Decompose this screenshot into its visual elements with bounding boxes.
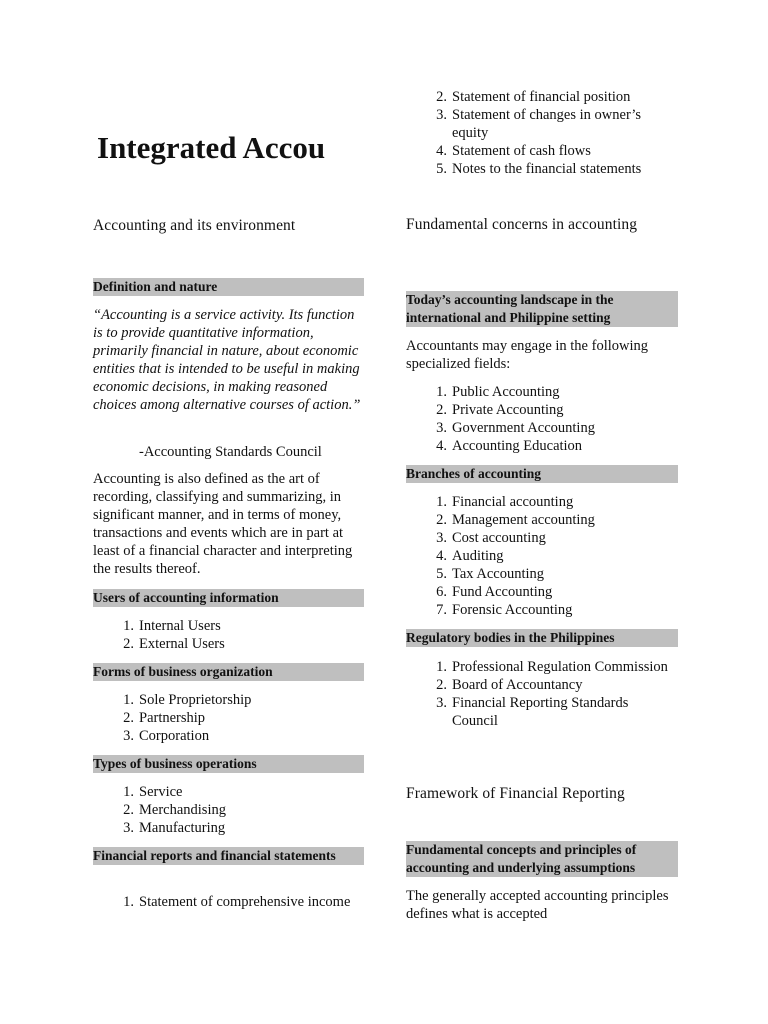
list-item: 3. Financial Reporting Standards Council — [436, 695, 629, 729]
list-item: 6. Fund Accounting — [436, 584, 553, 600]
users-list — [93, 617, 361, 653]
statements-list-continued — [406, 88, 675, 178]
list-item: 3. Statement of changes in owner’s equity — [436, 107, 641, 141]
heading-landscape: Today’s accounting landscape in the international and Philippine setting — [406, 291, 678, 327]
list-item: 1. Internal Users — [123, 618, 221, 634]
list-item: 1. Statement of comprehensive income — [123, 894, 351, 910]
heading-regulatory: Regulatory bodies in the Philippines — [406, 629, 678, 647]
heading-definition: Definition and nature — [93, 278, 364, 296]
types-list — [93, 783, 361, 837]
list-item: 2. Management accounting — [436, 512, 595, 528]
branches-list — [406, 493, 675, 619]
regulatory-list — [406, 658, 675, 730]
section-heading-environment: Accounting and its environment — [93, 217, 296, 234]
list-item: 1. Public Accounting — [436, 384, 560, 400]
landscape-text: Accountants may engage in the following specialized fields: — [406, 338, 649, 372]
list-item: 2. Statement of financial position — [436, 89, 631, 105]
list-item: 3. Cost accounting — [436, 530, 546, 546]
list-item: 3. Government Accounting — [436, 420, 595, 436]
list-item: 3. Manufacturing — [123, 820, 226, 836]
list-item: 3. Corporation — [123, 728, 210, 744]
heading-reports: Financial reports and financial statements — [93, 847, 364, 865]
list-item: 4. Auditing — [436, 548, 504, 564]
concepts-text: The generally accepted accounting principles defines what is accepted — [406, 888, 669, 922]
definition-text: Accounting is also defined as the art of recording, classifying and summarizing, in significant manner, and in terms of money, transactions and events which are in part at least of a financial character and interpreting the results thereof. — [93, 471, 353, 577]
list-item: 2. Private Accounting — [436, 402, 564, 418]
document-title: Integrated Accou — [97, 130, 326, 165]
heading-users: Users of accounting information — [93, 589, 364, 607]
list-item: 4. Accounting Education — [436, 438, 583, 454]
list-item: 2. Partnership — [123, 710, 206, 726]
list-item: 1. Financial accounting — [436, 494, 574, 510]
list-item: 4. Statement of cash flows — [436, 143, 591, 159]
list-item: 1. Service — [123, 784, 183, 800]
list-item: 1. Sole Proprietorship — [123, 692, 252, 708]
definition-attribution: -Accounting Standards Council — [139, 444, 322, 460]
list-item: 1. Professional Regulation Commission — [436, 659, 668, 675]
heading-concepts: Fundamental concepts and principles of accounting and underlying assumptions — [406, 841, 678, 877]
list-item: 2. Board of Accountancy — [436, 677, 583, 693]
heading-branches: Branches of accounting — [406, 465, 678, 483]
section-heading-framework: Framework of Financial Reporting — [406, 785, 625, 802]
section-heading-fundamental-concerns: Fundamental concerns in accounting — [406, 216, 638, 233]
heading-types: Types of business operations — [93, 755, 364, 773]
list-item: 2. External Users — [123, 636, 225, 652]
list-item: 2. Merchandising — [123, 802, 226, 818]
reports-list — [93, 893, 361, 911]
list-item: 5. Tax Accounting — [436, 566, 545, 582]
forms-list — [93, 691, 361, 745]
list-item: 5. Notes to the financial statements — [436, 161, 642, 177]
fields-list — [406, 383, 675, 455]
heading-forms: Forms of business organization — [93, 663, 364, 681]
definition-quote: “Accounting is a service activity. Its function is to provide quantitative information, primarily financial in nature, about economic entities that is intended to be useful in making economic decisions, in making reasoned choices among alternative courses of action.” — [93, 307, 361, 413]
list-item: 7. Forensic Accounting — [436, 602, 573, 618]
